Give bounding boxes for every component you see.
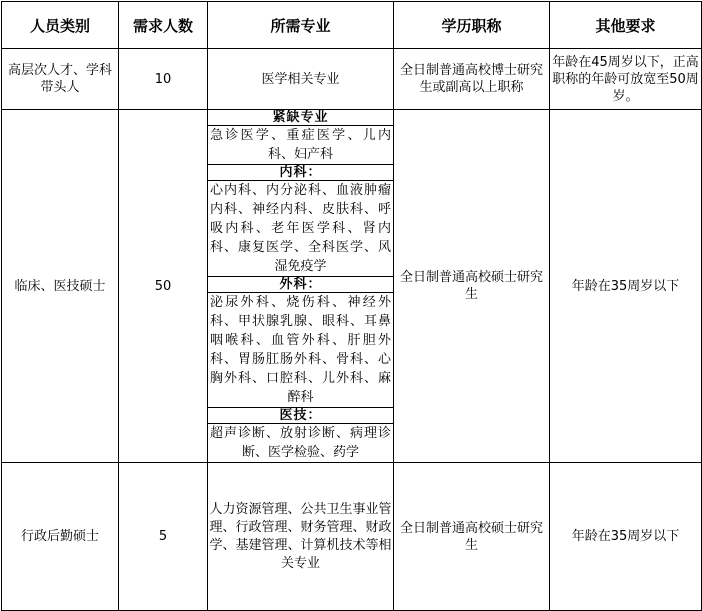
- header-education: 学历职称: [394, 2, 550, 49]
- major-block-heading: 紧缺专业: [208, 110, 393, 126]
- cell-count: 10: [119, 49, 208, 110]
- cell-category: 高层次人才、学科带头人: [2, 49, 119, 110]
- major-block-text: 心内科、内分泌科、血液肿瘤内科、神经内科、皮肤科、呼吸内科、老年医学科、肾内科、康复医学、全科医学、风湿免疫学: [210, 183, 391, 274]
- cell-education: 全日制普通高校博士研究生或副高以上职称: [394, 49, 550, 110]
- major-block-text: 超声诊断、放射诊断、病理诊断、医学检验、药学: [210, 426, 391, 460]
- major-block-surgery: [208, 277, 393, 408]
- recruitment-table: [1, 1, 702, 611]
- header-category: 人员类别: [2, 2, 119, 49]
- table-row: [2, 110, 702, 463]
- table-row: [2, 463, 702, 611]
- cell-count: 5: [119, 463, 208, 611]
- cell-other: 年龄在35周岁以下: [550, 463, 702, 611]
- cell-count: 50: [119, 110, 208, 463]
- cell-category: 临床、医技硕士: [2, 110, 119, 463]
- major-block-urgent: [208, 110, 393, 165]
- cell-education: 全日制普通高校硕士研究生: [394, 110, 550, 463]
- cell-other: 年龄在35周岁以下: [550, 110, 702, 463]
- major-block-heading: 外科：: [208, 277, 393, 293]
- table-row: [2, 49, 702, 110]
- major-block-heading: 内科：: [208, 165, 393, 181]
- major-block-internal: [208, 165, 393, 277]
- cell-majors: 医学相关专业: [208, 49, 394, 110]
- cell-majors-blocks: [208, 110, 394, 463]
- major-block-heading: 医技：: [208, 408, 393, 424]
- cell-other: 年龄在45周岁以下，正高职称的年龄可放宽至50周岁。: [550, 49, 702, 110]
- header-row: [2, 2, 702, 49]
- header-other: 其他要求: [550, 2, 702, 49]
- major-block-text: 泌尿外科、烧伤科、神经外科、甲状腺乳腺、眼科、耳鼻咽喉科、血管外科、肝胆外科、胃肠肛肠外科、骨科、心胸外科、口腔科、儿外科、麻醉科: [210, 295, 391, 405]
- header-majors: 所需专业: [208, 2, 394, 49]
- cell-category: 行政后勤硕士: [2, 463, 119, 611]
- cell-majors: 人力资源管理、公共卫生事业管理、行政管理、财务管理、财政学、基建管理、计算机技术等相关专业: [208, 463, 394, 611]
- cell-education: 全日制普通高校硕士研究生: [394, 463, 550, 611]
- major-block-text: 急诊医学、重症医学、儿内科、妇产科: [210, 128, 391, 162]
- major-block-medtech: [208, 408, 393, 462]
- header-count: 需求人数: [119, 2, 208, 49]
